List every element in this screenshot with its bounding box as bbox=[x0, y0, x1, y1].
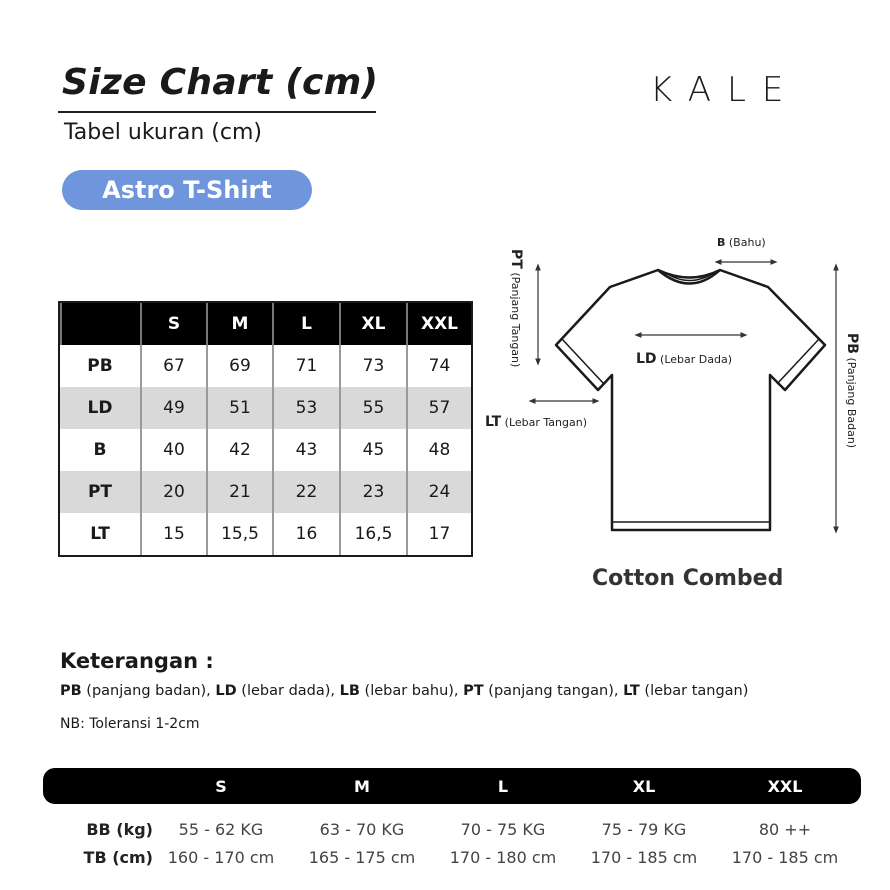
table-cell: 21 bbox=[206, 471, 272, 513]
table-cell: 69 bbox=[206, 345, 272, 387]
fabric-label: Cotton Combed bbox=[592, 566, 784, 591]
brand-logo: KALE bbox=[650, 70, 800, 110]
svg-text:LT (Lebar Tangan) bbox=[485, 414, 587, 430]
b-name: (Bahu) bbox=[728, 236, 766, 249]
header-cell: L bbox=[272, 303, 339, 345]
ld-code: LD bbox=[636, 351, 657, 367]
note-desc: (lebar bahu), bbox=[364, 683, 459, 699]
svg-text:LD (Lebar Dada) bbox=[636, 351, 732, 367]
table-row bbox=[60, 513, 471, 555]
table-row bbox=[60, 387, 471, 429]
table-cell: 55 - 62 KG bbox=[178, 820, 264, 839]
b-code: B bbox=[717, 236, 726, 249]
table-cell: 67 bbox=[140, 345, 206, 387]
note-code: LD bbox=[215, 683, 237, 699]
note-desc: (lebar dada), bbox=[241, 683, 336, 699]
pt-name: (Panjang Tangan) bbox=[509, 272, 522, 368]
page-subtitle: Tabel ukuran (cm) bbox=[64, 120, 262, 145]
svg-text:PB (Panjang Badan) bbox=[844, 333, 860, 448]
size-table-header bbox=[60, 303, 471, 345]
note-code: LB bbox=[339, 683, 360, 699]
table-cell: 55 bbox=[339, 387, 406, 429]
lt-name: (Lebar Tangan) bbox=[504, 416, 587, 429]
table-cell: 40 bbox=[140, 429, 206, 471]
table-cell: 170 - 185 cm bbox=[590, 848, 698, 867]
table-row bbox=[43, 820, 861, 846]
table-row bbox=[43, 848, 861, 874]
table-cell: 49 bbox=[140, 387, 206, 429]
note-code: LT bbox=[623, 683, 640, 699]
table-row bbox=[60, 429, 471, 471]
title-underline bbox=[58, 111, 376, 113]
row-label: TB (cm) bbox=[83, 848, 153, 867]
row-label: LD bbox=[87, 398, 113, 418]
table-cell: 170 - 185 cm bbox=[731, 848, 839, 867]
table-cell: 160 - 170 cm bbox=[167, 848, 275, 867]
notes-legend bbox=[60, 683, 748, 699]
table-cell: 22 bbox=[272, 471, 339, 513]
table-row bbox=[60, 345, 471, 387]
header-cell: XXL bbox=[406, 303, 471, 345]
header-cell: M bbox=[206, 303, 272, 345]
table-cell: 53 bbox=[272, 387, 339, 429]
table-cell: 48 bbox=[406, 429, 471, 471]
header-cell bbox=[60, 303, 140, 345]
note-code: PT bbox=[463, 683, 484, 699]
table-cell: 71 bbox=[272, 345, 339, 387]
table-cell: 43 bbox=[272, 429, 339, 471]
table-cell: 75 - 79 KG bbox=[601, 820, 687, 839]
tshirt-diagram bbox=[480, 225, 880, 555]
table-cell: 17 bbox=[406, 513, 471, 555]
lt-code: LT bbox=[485, 414, 502, 430]
pb-code: PB bbox=[844, 333, 860, 354]
pb-name: (Panjang Badan) bbox=[845, 357, 858, 449]
header-cell: L bbox=[497, 776, 509, 796]
header-cell: M bbox=[354, 776, 370, 796]
svg-text:PT (Panjang Tangan) bbox=[508, 249, 524, 367]
table-cell: 15 bbox=[140, 513, 206, 555]
table-cell: 165 - 175 cm bbox=[308, 848, 416, 867]
table-row bbox=[60, 471, 471, 513]
table-cell: 42 bbox=[206, 429, 272, 471]
note-desc: (panjang tangan), bbox=[488, 683, 619, 699]
row-label: BB (kg) bbox=[86, 820, 153, 839]
table-cell: 16 bbox=[272, 513, 339, 555]
tolerance-note: NB: Toleransi 1-2cm bbox=[60, 716, 200, 732]
tshirt-outline bbox=[556, 270, 825, 530]
header-cell: XXL bbox=[767, 776, 803, 796]
table-cell: 15,5 bbox=[206, 513, 272, 555]
table-cell: 63 - 70 KG bbox=[319, 820, 405, 839]
table-cell: 74 bbox=[406, 345, 471, 387]
table-cell: 57 bbox=[406, 387, 471, 429]
svg-text:B (Bahu) bbox=[717, 236, 766, 249]
row-label: B bbox=[93, 440, 107, 460]
note-desc: (lebar tangan) bbox=[644, 683, 749, 699]
size-table bbox=[58, 301, 473, 557]
row-label: PT bbox=[87, 482, 113, 502]
product-badge: Astro T-Shirt bbox=[62, 170, 312, 210]
row-label: PB bbox=[87, 356, 113, 376]
table-cell: 73 bbox=[339, 345, 406, 387]
note-desc: (panjang badan), bbox=[86, 683, 211, 699]
table-cell: 23 bbox=[339, 471, 406, 513]
header-cell: XL bbox=[339, 303, 406, 345]
table-cell: 24 bbox=[406, 471, 471, 513]
row-label: LT bbox=[90, 524, 110, 544]
table-cell: 45 bbox=[339, 429, 406, 471]
table-cell: 170 - 180 cm bbox=[449, 848, 557, 867]
notes-title: Keterangan : bbox=[60, 649, 214, 673]
note-code: PB bbox=[60, 683, 82, 699]
table-cell: 80 ++ bbox=[758, 820, 812, 839]
table-cell: 20 bbox=[140, 471, 206, 513]
pt-code: PT bbox=[508, 249, 524, 269]
page-title: Size Chart (cm) bbox=[62, 62, 379, 103]
ld-name: (Lebar Dada) bbox=[660, 353, 733, 366]
table-cell: 51 bbox=[206, 387, 272, 429]
table-cell: 70 - 75 KG bbox=[460, 820, 546, 839]
header-cell: XL bbox=[632, 776, 656, 796]
header-cell: S bbox=[140, 303, 206, 345]
table-cell: 16,5 bbox=[339, 513, 406, 555]
body-table-header bbox=[43, 768, 861, 804]
header-cell: S bbox=[215, 776, 227, 796]
